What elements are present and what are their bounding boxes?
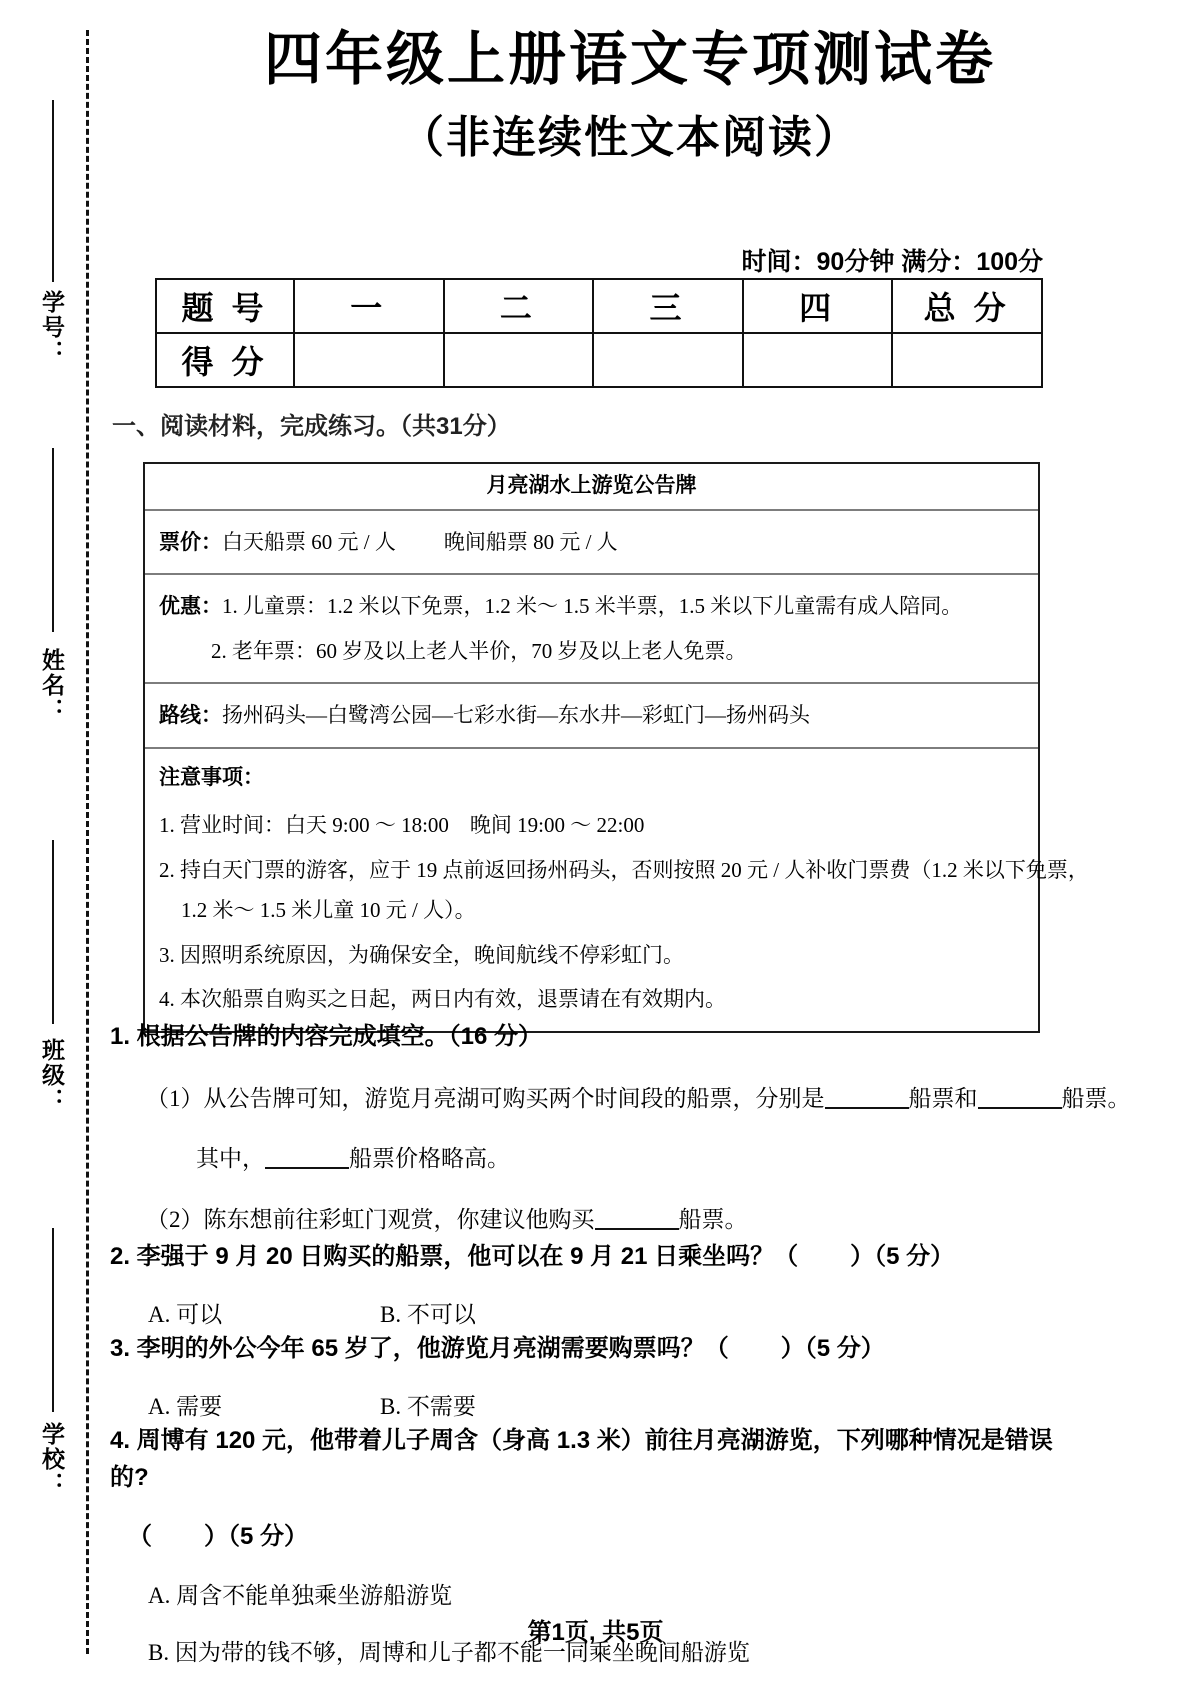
question-1-sub-2 bbox=[110, 1176, 1070, 1238]
seal-rule-1 bbox=[52, 100, 54, 282]
notice-discount-label: 优惠： bbox=[159, 595, 222, 618]
title-block bbox=[110, 26, 1150, 165]
question-1-sub-2-text-a: （2）陈东想前往彩虹门观赏，你建议他购买 bbox=[146, 1207, 595, 1233]
score-cell-total[interactable] bbox=[892, 333, 1042, 387]
question-1-sub-2-text-b: 船票。 bbox=[678, 1207, 748, 1233]
section-heading: 一、阅读材料，完成练习。（共31分） bbox=[112, 413, 511, 440]
notice-discount-section bbox=[145, 575, 1038, 684]
score-table-col-2: 二 bbox=[444, 279, 594, 333]
question-1-sub-1-line-2-text-b: 船票价格略高。 bbox=[349, 1145, 510, 1171]
question-1-blank-4[interactable] bbox=[595, 1206, 679, 1230]
question-3-option-b[interactable]: B. 不需要 bbox=[380, 1394, 476, 1420]
question-1-sub-1-text-b: 船票和 bbox=[908, 1086, 978, 1112]
score-table bbox=[155, 278, 1043, 388]
page-footer: 第1页, 共5页 bbox=[527, 1619, 664, 1646]
seal-label-school: 学校： bbox=[39, 1422, 65, 1497]
question-1-blank-2[interactable] bbox=[978, 1085, 1062, 1109]
seal-rule-4 bbox=[52, 1228, 54, 1412]
question-4-stem-line-2 bbox=[110, 1496, 1070, 1555]
notice-note-3: 3. 因照明系统原因，为确保安全，晚间航线不停彩虹门。 bbox=[159, 942, 684, 967]
seal-dashed-line bbox=[86, 30, 89, 1654]
notice-price-night: 晚间船票 80 元 / 人 bbox=[443, 529, 618, 554]
notice-price-row bbox=[159, 524, 1026, 561]
notice-price-label: 票价： bbox=[159, 530, 222, 554]
notice-board bbox=[143, 462, 1089, 1033]
score-table-row-header-question: 题 号 bbox=[156, 279, 294, 333]
notice-note-1: 1. 营业时间：白天 9:00 ～ 18:00 晚间 19:00 ～ 22:00 bbox=[159, 813, 645, 837]
question-1 bbox=[110, 1018, 1131, 1238]
question-4-stem: 4. 周博有 120 元，他带着儿子周含（身高 1.3 米）前往月亮湖游览，下列哪种情况是错误的? bbox=[110, 1427, 1053, 1492]
score-table-col-3: 三 bbox=[593, 279, 743, 333]
score-cell-2[interactable] bbox=[444, 333, 594, 387]
question-1-blank-1[interactable] bbox=[825, 1085, 909, 1109]
question-3-stem bbox=[110, 1330, 1070, 1367]
score-cell-4[interactable] bbox=[743, 333, 893, 387]
question-3 bbox=[110, 1330, 1070, 1425]
question-1-stem: 1. 根据公告牌的内容完成填空。（16 分） bbox=[110, 1023, 543, 1050]
seal-rule-3 bbox=[52, 840, 54, 1024]
question-3-stem-text-b: ）（5 分） bbox=[780, 1335, 885, 1362]
table-row-scores bbox=[156, 333, 1042, 387]
notice-discount-row-1 bbox=[159, 588, 1026, 633]
question-3-option-a[interactable]: A. 需要 bbox=[148, 1394, 223, 1420]
question-2-options bbox=[110, 1275, 1070, 1333]
notice-note-4: 4. 本次船票自购买之日起，两日内有效，退票请在有效期内。 bbox=[159, 987, 726, 1011]
seal-sidebar bbox=[0, 0, 110, 1684]
notice-discount-item-1: 1. 儿童票：1.2 米以下免票，1.2 米～ 1.5 米半票，1.5 米以下儿童需有成人陪同。 bbox=[222, 594, 963, 618]
question-2 bbox=[110, 1238, 1070, 1333]
question-2-stem bbox=[110, 1238, 1070, 1275]
score-table-col-4: 四 bbox=[743, 279, 893, 333]
notice-route-value: 扬州码头—白鹭湾公园—七彩水街—东水井—彩虹门—扬州码头 bbox=[222, 703, 810, 727]
notice-discount-item-2: 2. 老年票：60 岁及以上老人半价，70 岁及以上老人免票。 bbox=[211, 638, 747, 663]
notice-route-section bbox=[145, 684, 1038, 749]
notice-price-day: 白天船票 60 元 / 人 bbox=[222, 529, 396, 554]
question-1-blank-3[interactable] bbox=[265, 1145, 349, 1169]
exam-meta: 时间：90分钟 满分：100分 bbox=[741, 248, 1043, 276]
notice-route-row bbox=[159, 697, 1026, 734]
question-4-option-b[interactable]: B. 因为带的钱不够，周博和儿子都不能一同乘坐晚间船游览 bbox=[148, 1640, 750, 1666]
question-1-sub-1-text-c: 船票。 bbox=[1061, 1086, 1131, 1112]
seal-label-class: 班级： bbox=[39, 1038, 65, 1113]
question-2-stem-text-b: ）（5 分） bbox=[850, 1243, 955, 1270]
notice-board-title: 月亮湖水上游览公告牌 bbox=[145, 464, 1038, 511]
notice-notes-label: 注意事项： bbox=[159, 765, 264, 789]
score-table-row-header-score: 得 分 bbox=[156, 333, 294, 387]
question-4-stem-line-2-text-b: ）（5 分） bbox=[204, 1523, 309, 1551]
question-1-sub-1-text-a: （1）从公告牌可知，游览月亮湖可购买两个时间段的船票，分别是 bbox=[146, 1086, 825, 1112]
seal-rule-2 bbox=[52, 448, 54, 632]
notice-note-2: 2. 持白天门票的游客，应于 19 点前返回扬州码头，否则按照 20 元 / 人补收门票费（1.2 米以下免票， bbox=[159, 857, 1089, 882]
notice-notes-section bbox=[145, 749, 1089, 1031]
question-2-stem-text-a: 2. 李强于 9 月 20 日购买的船票，他可以在 9 月 21 日乘坐吗？（ bbox=[110, 1243, 799, 1270]
question-4-option-a[interactable]: A. 周含不能单独乘坐游船游览 bbox=[148, 1582, 453, 1608]
notice-note-2-continued: 1.2 米～ 1.5 米儿童 10 元 / 人）。 bbox=[181, 898, 476, 922]
question-2-option-a[interactable]: A. 可以 bbox=[148, 1302, 223, 1328]
seal-label-name: 姓名： bbox=[39, 648, 65, 723]
page-subtitle: （非连续性文本阅读） bbox=[400, 113, 860, 163]
score-cell-1[interactable] bbox=[294, 333, 444, 387]
page-title: 四年级上册语文专项测试卷 bbox=[263, 27, 996, 92]
score-table-col-1: 一 bbox=[294, 279, 444, 333]
question-4-stem-line-2-text-a: （ bbox=[128, 1523, 152, 1551]
score-cell-3[interactable] bbox=[593, 333, 743, 387]
score-table-col-total: 总 分 bbox=[892, 279, 1042, 333]
table-row-question-numbers bbox=[156, 279, 1042, 333]
notice-discount-row-2 bbox=[159, 633, 1026, 670]
question-3-options bbox=[110, 1367, 1070, 1425]
question-2-option-b[interactable]: B. 不可以 bbox=[380, 1302, 476, 1328]
notice-route-label: 路线： bbox=[159, 704, 222, 727]
question-1-sub-1 bbox=[110, 1055, 1131, 1117]
question-1-sub-1-line-2-text-a: 其中， bbox=[196, 1145, 265, 1171]
notice-price-section bbox=[145, 511, 1038, 576]
question-1-sub-1-line-2 bbox=[110, 1117, 1070, 1177]
question-3-stem-text-a: 3. 李明的外公今年 65 岁了，他游览月亮湖需要购票吗？（ bbox=[110, 1335, 729, 1362]
seal-label-student-id: 学号： bbox=[39, 290, 65, 365]
